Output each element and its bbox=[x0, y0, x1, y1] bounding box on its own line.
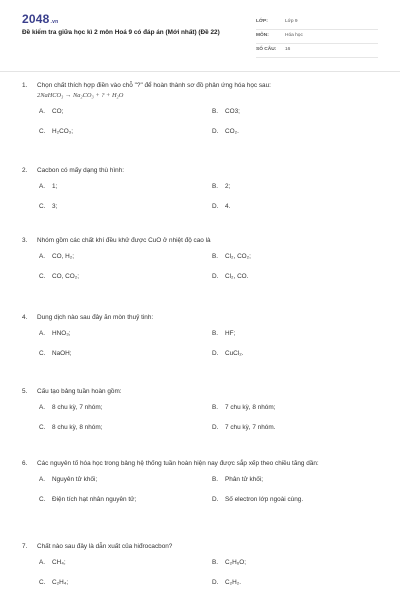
option-letter: C. bbox=[39, 128, 46, 135]
option-text: Phân tử khối; bbox=[225, 476, 264, 483]
option-letter: B. bbox=[212, 330, 219, 337]
option-d[interactable] bbox=[212, 273, 248, 280]
header-divider bbox=[0, 71, 400, 72]
options bbox=[22, 322, 378, 366]
option-c[interactable] bbox=[39, 579, 68, 586]
option-d[interactable] bbox=[212, 579, 241, 586]
options bbox=[22, 100, 378, 144]
question-7 bbox=[22, 542, 378, 595]
document-title: Đề kiểm tra giữa học kì 2 môn Hoá 9 có đáp án (Mới nhất) (Đề 22) bbox=[22, 29, 220, 36]
meta-value: Lớp 9 bbox=[285, 19, 298, 24]
option-letter: C. bbox=[39, 579, 46, 586]
option-letter: B. bbox=[212, 108, 219, 115]
option-c[interactable] bbox=[39, 350, 72, 357]
option-text: CuCl₂. bbox=[225, 350, 244, 357]
option-letter: C. bbox=[39, 203, 46, 210]
option-a[interactable] bbox=[39, 330, 71, 337]
question-body: Dung dịch nào sau đây ăn mòn thuỷ tinh: bbox=[37, 314, 154, 321]
meta-row-count bbox=[256, 44, 378, 58]
question-6 bbox=[22, 459, 378, 512]
option-a[interactable] bbox=[39, 404, 102, 411]
question-number: 4. bbox=[22, 314, 28, 321]
question-text bbox=[22, 166, 378, 175]
meta-key: SỐ CÂU: bbox=[256, 47, 277, 52]
option-d[interactable] bbox=[212, 424, 275, 431]
question-text bbox=[22, 459, 378, 468]
option-text: CO, CO₂; bbox=[52, 273, 79, 280]
option-letter: A. bbox=[39, 183, 46, 190]
option-letter: D. bbox=[212, 350, 219, 357]
option-text: C₂H₆O; bbox=[225, 559, 247, 566]
option-c[interactable] bbox=[39, 424, 102, 431]
question-body: Cấu tạo bảng tuần hoàn gồm: bbox=[37, 388, 122, 395]
option-letter: B. bbox=[212, 253, 219, 260]
option-letter: C. bbox=[39, 424, 46, 431]
option-letter: C. bbox=[39, 350, 46, 357]
option-text: 1; bbox=[52, 183, 58, 190]
option-text: C₂H₂. bbox=[225, 579, 241, 586]
options bbox=[22, 245, 378, 289]
option-text: HNO₃; bbox=[52, 330, 71, 337]
option-letter: B. bbox=[212, 183, 219, 190]
option-b[interactable] bbox=[212, 404, 275, 411]
header bbox=[22, 12, 378, 64]
meta-key: LỚP: bbox=[256, 19, 268, 24]
option-d[interactable] bbox=[212, 203, 230, 210]
option-b[interactable] bbox=[212, 559, 246, 566]
question-body: Nhóm gồm các chất khí đều khử được CuO ở nhiệt độ cao là bbox=[37, 237, 211, 244]
question-body: Cacbon có mấy dạng thù hình: bbox=[37, 167, 125, 174]
option-b[interactable] bbox=[212, 183, 230, 190]
option-text: 4. bbox=[225, 203, 231, 210]
question-number: 6. bbox=[22, 460, 28, 467]
option-letter: A. bbox=[39, 404, 46, 411]
question-number: 3. bbox=[22, 237, 28, 244]
question-body: Các nguyên tố hóa học trong bảng hệ thống tuần hoàn hiện nay được sắp xếp theo chiều tăng dần: bbox=[37, 460, 319, 467]
option-letter: A. bbox=[39, 330, 46, 337]
option-a[interactable] bbox=[39, 108, 63, 115]
option-d[interactable] bbox=[212, 350, 243, 357]
option-text: CO; bbox=[52, 108, 64, 115]
options bbox=[22, 551, 378, 595]
question-text bbox=[22, 81, 378, 90]
option-c[interactable] bbox=[39, 273, 79, 280]
option-b[interactable] bbox=[212, 108, 240, 115]
option-a[interactable] bbox=[39, 559, 66, 566]
option-letter: D. bbox=[212, 424, 219, 431]
option-text: CO, H₂; bbox=[52, 253, 75, 260]
option-letter: D. bbox=[212, 496, 219, 503]
meta-table bbox=[256, 16, 378, 58]
meta-row-grade bbox=[256, 16, 378, 30]
meta-key: MÔN: bbox=[256, 33, 269, 38]
question-number: 7. bbox=[22, 543, 28, 550]
option-text: Nguyên tử khối; bbox=[52, 476, 98, 483]
option-c[interactable] bbox=[39, 128, 73, 135]
question-3 bbox=[22, 236, 378, 289]
question-4 bbox=[22, 313, 378, 366]
option-text: HF; bbox=[225, 330, 236, 337]
option-letter: A. bbox=[39, 559, 46, 566]
option-c[interactable] bbox=[39, 203, 57, 210]
question-1 bbox=[22, 81, 378, 144]
options bbox=[22, 396, 378, 440]
option-letter: A. bbox=[39, 476, 46, 483]
option-letter: C. bbox=[39, 273, 46, 280]
option-text: Số electron lớp ngoài cùng. bbox=[225, 496, 304, 503]
question-2 bbox=[22, 166, 378, 219]
logo-main: 2048 bbox=[22, 12, 50, 26]
question-text bbox=[22, 313, 378, 322]
option-b[interactable] bbox=[212, 253, 251, 260]
option-text: C₂H₄; bbox=[52, 579, 69, 586]
question-text bbox=[22, 387, 378, 396]
question-text bbox=[22, 542, 378, 551]
option-text: 8 chu kỳ, 7 nhóm; bbox=[52, 404, 103, 411]
option-letter: D. bbox=[212, 128, 219, 135]
question-text bbox=[22, 236, 378, 245]
option-text: Cl₂, CO₂; bbox=[225, 253, 251, 260]
option-text: CH₄; bbox=[52, 559, 66, 566]
question-number: 2. bbox=[22, 167, 28, 174]
meta-value: Hóa học bbox=[285, 33, 303, 38]
option-text: CO₂. bbox=[225, 128, 239, 135]
option-text: CO3; bbox=[225, 108, 240, 115]
logo-sub: .vn bbox=[50, 19, 59, 25]
question-number: 1. bbox=[22, 82, 28, 89]
option-text: 3; bbox=[52, 203, 58, 210]
option-letter: C. bbox=[39, 496, 46, 503]
option-d[interactable] bbox=[212, 496, 303, 503]
question-5 bbox=[22, 387, 378, 440]
option-b[interactable] bbox=[212, 330, 235, 337]
question-body: Chọn chất thích hợp điền vào chỗ "?" để hoàn thành sơ đồ phản ứng hóa học sau: bbox=[37, 82, 271, 89]
option-d[interactable] bbox=[212, 128, 239, 135]
option-text: 7 chu kỳ, 7 nhóm. bbox=[225, 424, 276, 431]
meta-row-subject bbox=[256, 30, 378, 44]
option-letter: A. bbox=[39, 108, 46, 115]
option-a[interactable] bbox=[39, 476, 97, 483]
option-text: Cl₂, CO. bbox=[225, 273, 249, 280]
option-letter: B. bbox=[212, 476, 219, 483]
option-letter: D. bbox=[212, 273, 219, 280]
question-number: 5. bbox=[22, 388, 28, 395]
option-c[interactable] bbox=[39, 496, 136, 503]
question-body: Chất nào sau đây là dẫn xuất của hiđrocacbon? bbox=[37, 543, 173, 550]
options bbox=[22, 175, 378, 219]
option-letter: A. bbox=[39, 253, 46, 260]
reaction-formula: 2NaHCO₃ → Na₂CO₃ + ? + H₂O bbox=[37, 92, 124, 99]
option-letter: B. bbox=[212, 404, 219, 411]
option-text: 7 chu kỳ, 8 nhóm; bbox=[225, 404, 276, 411]
option-letter: D. bbox=[212, 203, 219, 210]
option-text: Điện tích hạt nhân nguyên tử; bbox=[52, 496, 137, 503]
option-text: H₂CO₃; bbox=[52, 128, 74, 135]
option-b[interactable] bbox=[212, 476, 263, 483]
site-logo[interactable] bbox=[22, 12, 58, 26]
option-a[interactable] bbox=[39, 183, 57, 190]
option-text: NaOH; bbox=[52, 350, 72, 357]
option-letter: B. bbox=[212, 559, 219, 566]
meta-value: 16 bbox=[285, 47, 291, 52]
option-a[interactable] bbox=[39, 253, 74, 260]
options bbox=[22, 468, 378, 512]
option-text: 2; bbox=[225, 183, 231, 190]
option-letter: D. bbox=[212, 579, 219, 586]
option-text: 8 chu kỳ, 8 nhóm; bbox=[52, 424, 103, 431]
